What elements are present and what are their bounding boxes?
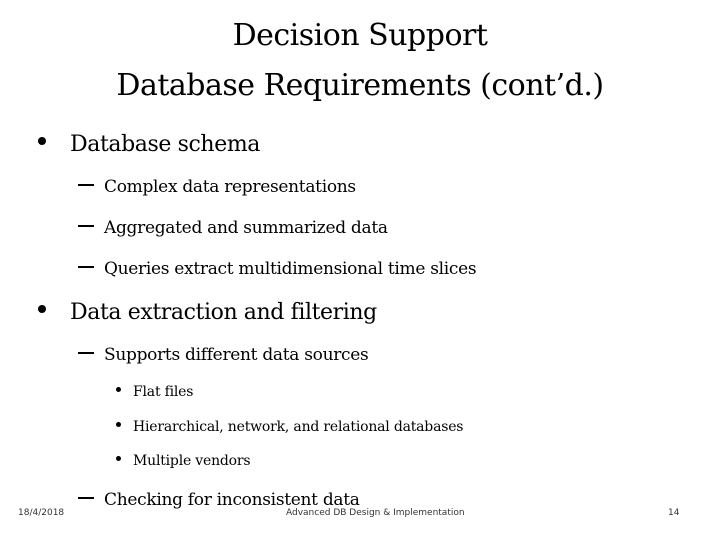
sub-subitem-text: Multiple vendors: [133, 453, 251, 469]
slide-title-line-1: Decision Support: [232, 18, 488, 53]
dash-icon: [78, 225, 94, 227]
subitem-queries: [78, 259, 476, 279]
sub-subitem-text: Flat files: [133, 384, 194, 400]
bullet-data-extraction: [38, 300, 377, 325]
subitem-text: Aggregated and summarized data: [104, 218, 388, 238]
sub-subitem-text: Hierarchical, network, and relational databases: [133, 419, 464, 435]
sub-subitem-flat-files: [116, 384, 193, 400]
subitem-text: Checking for inconsistent data: [104, 490, 360, 510]
footer-page-number: 14: [668, 508, 680, 518]
bullet-text: Data extraction and filtering: [70, 300, 377, 325]
subitem-inconsistent-data: [78, 490, 360, 510]
dash-icon: [78, 352, 94, 354]
sub-subitem-vendors: [116, 453, 250, 469]
dash-icon: [78, 497, 94, 499]
subitem-text: Queries extract multidimensional time slices: [104, 259, 477, 279]
footer-date: 18/4/2018: [18, 508, 65, 518]
bullet-icon: [116, 422, 121, 427]
footer-course: Advanced DB Design & Implementation: [286, 508, 465, 518]
subitem-complex-data: [78, 177, 356, 197]
subitem-aggregated-data: [78, 218, 388, 238]
bullet-database-schema: [38, 132, 260, 157]
subitem-data-sources: [78, 345, 368, 365]
bullet-icon: [38, 305, 46, 313]
bullet-icon: [38, 137, 46, 145]
dash-icon: [78, 266, 94, 268]
subitem-text: Supports different data sources: [104, 345, 369, 365]
bullet-text: Database schema: [70, 132, 260, 157]
sub-subitem-databases: [116, 419, 463, 435]
slide-title-line-2: Database Requirements (cont’d.): [116, 68, 604, 103]
subitem-text: Complex data representations: [104, 177, 356, 197]
bullet-icon: [116, 387, 121, 392]
dash-icon: [78, 184, 94, 186]
bullet-icon: [116, 456, 121, 461]
